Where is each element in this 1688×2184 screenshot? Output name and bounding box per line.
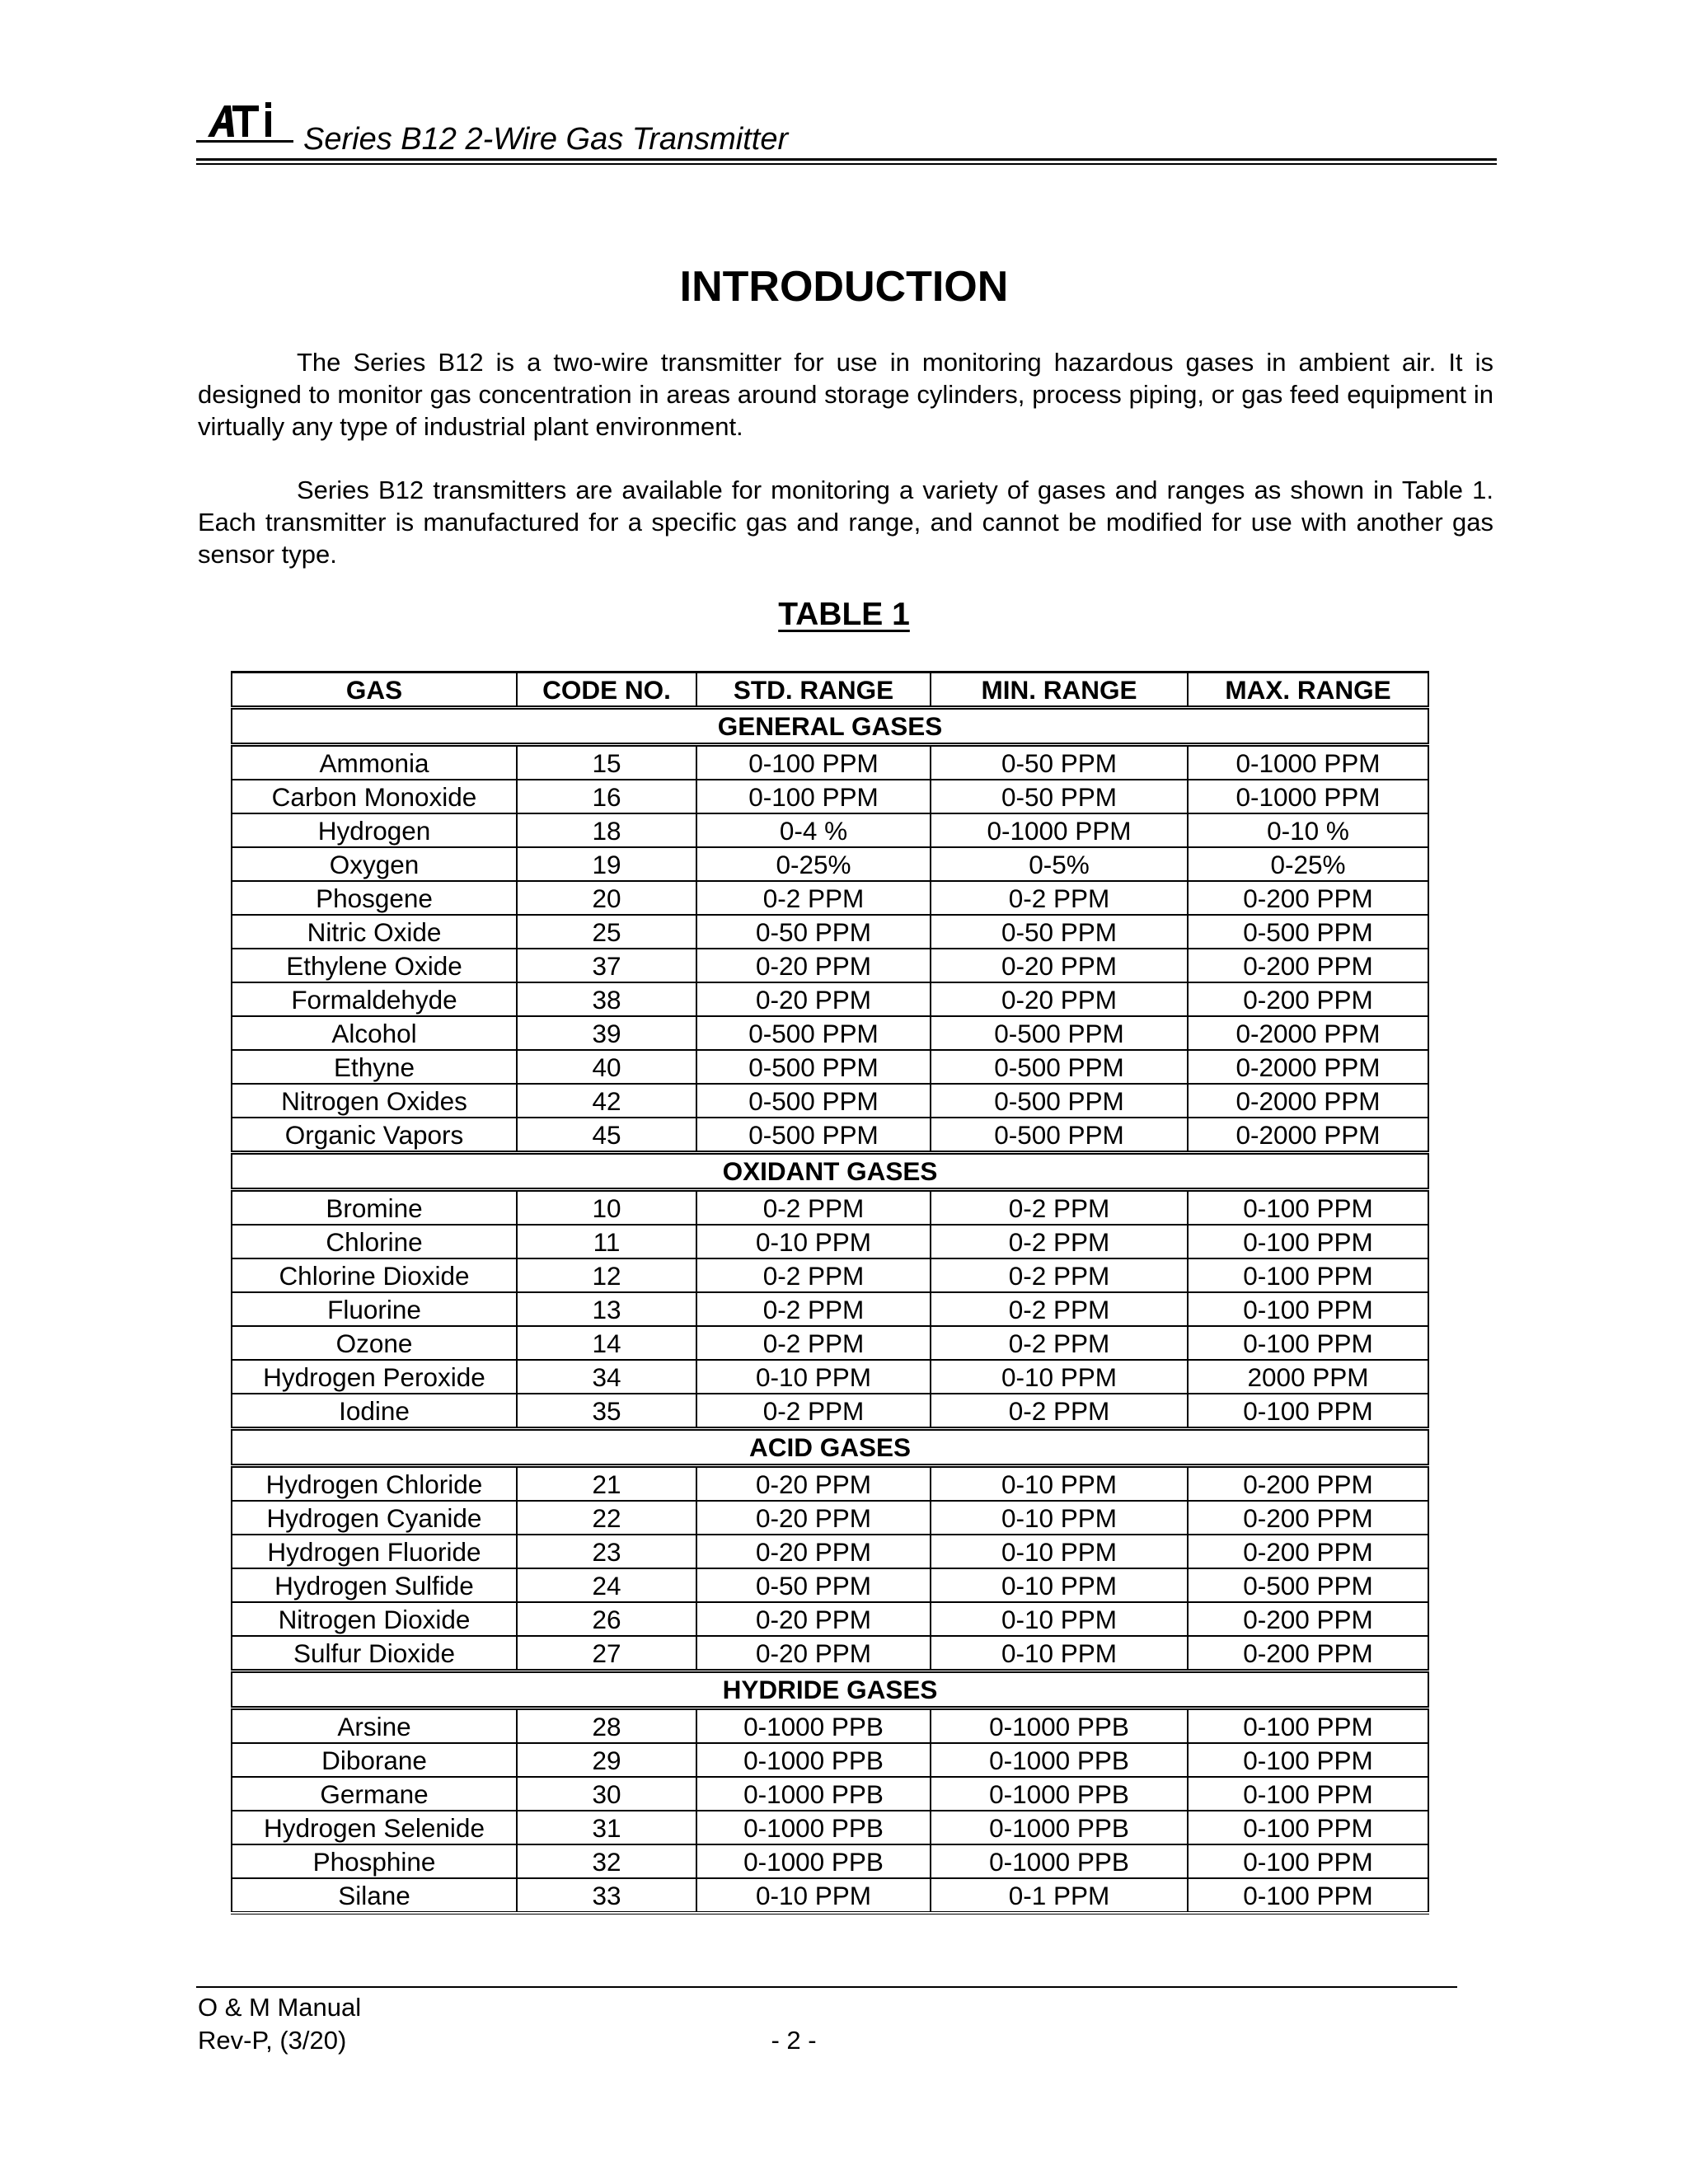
table-row (232, 1777, 1428, 1811)
table-row (232, 1050, 1428, 1084)
table-row (232, 1084, 1428, 1118)
cell-max-range: 0-100 PPM (1188, 1777, 1428, 1811)
cell-max-range: 0-500 PPM (1188, 1568, 1428, 1602)
cell-code: 23 (517, 1535, 696, 1568)
table-row (232, 915, 1428, 949)
cell-max-range: 0-200 PPM (1188, 881, 1428, 915)
cell-code: 34 (517, 1360, 696, 1394)
header-rule (196, 158, 1497, 161)
cell-std-range: 0-20 PPM (696, 949, 931, 982)
cell-code: 37 (517, 949, 696, 982)
cell-max-range: 0-25% (1188, 847, 1428, 881)
cell-gas: Ozone (232, 1326, 517, 1360)
cell-min-range: 0-500 PPM (931, 1084, 1188, 1118)
cell-min-range: 0-2 PPM (931, 1326, 1188, 1360)
cell-max-range: 0-1000 PPM (1188, 745, 1428, 780)
cell-min-range: 0-1000 PPB (931, 1743, 1188, 1777)
cell-gas: Hydrogen Peroxide (232, 1360, 517, 1394)
cell-gas: Alcohol (232, 1016, 517, 1050)
cell-min-range: 0-1000 PPB (931, 1708, 1188, 1744)
cell-max-range: 0-200 PPM (1188, 1466, 1428, 1502)
cell-min-range: 0-50 PPM (931, 915, 1188, 949)
cell-code: 15 (517, 745, 696, 780)
cell-gas: Carbon Monoxide (232, 780, 517, 813)
cell-gas: Organic Vapors (232, 1118, 517, 1153)
cell-code: 27 (517, 1636, 696, 1671)
cell-min-range: 0-20 PPM (931, 982, 1188, 1016)
table-row (232, 1118, 1428, 1153)
page-title: INTRODUCTION (679, 263, 1009, 311)
cell-code: 45 (517, 1118, 696, 1153)
header-title: Series B12 2-Wire Gas Transmitter (303, 122, 789, 157)
cell-gas: Hydrogen Cyanide (232, 1501, 517, 1535)
cell-std-range: 0-20 PPM (696, 1501, 931, 1535)
cell-code: 42 (517, 1084, 696, 1118)
table-row (232, 1602, 1428, 1636)
cell-std-range: 0-50 PPM (696, 1568, 931, 1602)
cell-min-range: 0-10 PPM (931, 1535, 1188, 1568)
cell-std-range: 0-2 PPM (696, 1394, 931, 1429)
cell-std-range: 0-100 PPM (696, 780, 931, 813)
cell-min-range: 0-2 PPM (931, 1258, 1188, 1292)
cell-min-range: 0-2 PPM (931, 1394, 1188, 1429)
cell-gas: Phosphine (232, 1844, 517, 1878)
table-row (232, 780, 1428, 813)
cell-code: 33 (517, 1878, 696, 1913)
cell-code: 14 (517, 1326, 696, 1360)
cell-max-range: 0-100 PPM (1188, 1326, 1428, 1360)
footer-rule (196, 1986, 1457, 1988)
cell-gas: Bromine (232, 1190, 517, 1226)
cell-min-range: 0-10 PPM (931, 1501, 1188, 1535)
cell-gas: Silane (232, 1878, 517, 1913)
table-row (232, 1258, 1428, 1292)
column-header-gas: GAS (232, 673, 517, 708)
cell-min-range: 0-10 PPM (931, 1466, 1188, 1502)
cell-min-range: 0-2 PPM (931, 1292, 1188, 1326)
table-row (232, 1708, 1428, 1744)
cell-code: 12 (517, 1258, 696, 1292)
cell-min-range: 0-1000 PPB (931, 1844, 1188, 1878)
cell-gas: Hydrogen Selenide (232, 1811, 517, 1844)
table-row (232, 1360, 1428, 1394)
cell-code: 29 (517, 1743, 696, 1777)
cell-min-range: 0-5% (931, 847, 1188, 881)
cell-gas: Ethyne (232, 1050, 517, 1084)
cell-code: 38 (517, 982, 696, 1016)
table-row (232, 1394, 1428, 1429)
table-row (232, 745, 1428, 780)
table-row (232, 881, 1428, 915)
table-row (232, 1225, 1428, 1258)
section-title: ACID GASES (232, 1429, 1428, 1466)
column-header-max-range: MAX. RANGE (1188, 673, 1428, 708)
footer-revision: Rev-P, (3/20) (198, 2026, 347, 2055)
cell-max-range: 0-100 PPM (1188, 1190, 1428, 1226)
column-header-std-range: STD. RANGE (696, 673, 931, 708)
cell-min-range: 0-10 PPM (931, 1636, 1188, 1671)
cell-std-range: 0-100 PPM (696, 745, 931, 780)
cell-max-range: 0-200 PPM (1188, 1501, 1428, 1535)
cell-min-range: 0-10 PPM (931, 1602, 1188, 1636)
cell-std-range: 0-20 PPM (696, 1602, 931, 1636)
cell-max-range: 0-1000 PPM (1188, 780, 1428, 813)
section-title: OXIDANT GASES (232, 1153, 1428, 1190)
cell-gas: Chlorine Dioxide (232, 1258, 517, 1292)
cell-max-range: 0-2000 PPM (1188, 1118, 1428, 1153)
cell-code: 25 (517, 915, 696, 949)
cell-code: 18 (517, 813, 696, 847)
cell-std-range: 0-20 PPM (696, 982, 931, 1016)
cell-std-range: 0-10 PPM (696, 1360, 931, 1394)
table-row (232, 1466, 1428, 1502)
cell-code: 22 (517, 1501, 696, 1535)
cell-gas: Arsine (232, 1708, 517, 1744)
page-number: - 2 - (771, 2026, 817, 2055)
cell-std-range: 0-2 PPM (696, 1326, 931, 1360)
cell-gas: Ethylene Oxide (232, 949, 517, 982)
cell-max-range: 0-500 PPM (1188, 915, 1428, 949)
cell-code: 24 (517, 1568, 696, 1602)
cell-code: 28 (517, 1708, 696, 1744)
cell-gas: Ammonia (232, 745, 517, 780)
table-row (232, 1326, 1428, 1360)
table-title: TABLE 1 (778, 597, 910, 632)
cell-std-range: 0-20 PPM (696, 1636, 931, 1671)
cell-gas: Germane (232, 1777, 517, 1811)
cell-gas: Nitric Oxide (232, 915, 517, 949)
cell-max-range: 0-2000 PPM (1188, 1084, 1428, 1118)
cell-code: 26 (517, 1602, 696, 1636)
cell-code: 40 (517, 1050, 696, 1084)
cell-gas: Nitrogen Oxides (232, 1084, 517, 1118)
table-row (232, 1878, 1428, 1913)
cell-min-range: 0-20 PPM (931, 949, 1188, 982)
cell-code: 13 (517, 1292, 696, 1326)
cell-max-range: 0-100 PPM (1188, 1225, 1428, 1258)
cell-std-range: 0-2 PPM (696, 1258, 931, 1292)
cell-max-range: 0-100 PPM (1188, 1878, 1428, 1913)
table-row (232, 1501, 1428, 1535)
cell-code: 30 (517, 1777, 696, 1811)
cell-std-range: 0-50 PPM (696, 915, 931, 949)
cell-max-range: 0-100 PPM (1188, 1811, 1428, 1844)
ati-logo (196, 99, 293, 150)
cell-code: 31 (517, 1811, 696, 1844)
cell-max-range: 0-100 PPM (1188, 1292, 1428, 1326)
section-header-row (232, 708, 1428, 745)
table-row (232, 1844, 1428, 1878)
cell-gas: Sulfur Dioxide (232, 1636, 517, 1671)
cell-std-range: 0-20 PPM (696, 1535, 931, 1568)
table-row (232, 1568, 1428, 1602)
cell-gas: Hydrogen Fluoride (232, 1535, 517, 1568)
section-title: HYDRIDE GASES (232, 1671, 1428, 1708)
cell-min-range: 0-10 PPM (931, 1568, 1188, 1602)
cell-gas: Hydrogen (232, 813, 517, 847)
cell-std-range: 0-4 % (696, 813, 931, 847)
cell-min-range: 0-10 PPM (931, 1360, 1188, 1394)
cell-max-range: 0-200 PPM (1188, 1636, 1428, 1671)
cell-code: 11 (517, 1225, 696, 1258)
cell-std-range: 0-500 PPM (696, 1050, 931, 1084)
table-row (232, 813, 1428, 847)
cell-code: 21 (517, 1466, 696, 1502)
cell-min-range: 0-50 PPM (931, 745, 1188, 780)
cell-max-range: 0-100 PPM (1188, 1844, 1428, 1878)
cell-code: 32 (517, 1844, 696, 1878)
table-row (232, 1016, 1428, 1050)
cell-code: 10 (517, 1190, 696, 1226)
cell-std-range: 0-1000 PPB (696, 1811, 931, 1844)
section-header-row (232, 1429, 1428, 1466)
table-row (232, 1292, 1428, 1326)
table-row (232, 1743, 1428, 1777)
section-header-row (232, 1671, 1428, 1708)
cell-max-range: 0-200 PPM (1188, 982, 1428, 1016)
intro-paragraph-1: The Series B12 is a two-wire transmitter for use in monitoring hazardous gases in ambient air. It is designed to monitor gas concentration in areas around storage cylinders, process piping, or gas feed equipment in virtually any type of industrial plant environment. (198, 348, 1493, 441)
table-row (232, 1535, 1428, 1568)
cell-max-range: 0-2000 PPM (1188, 1016, 1428, 1050)
cell-gas: Nitrogen Dioxide (232, 1602, 517, 1636)
page-header (196, 97, 1497, 163)
column-header-min-range: MIN. RANGE (931, 673, 1188, 708)
table-body (232, 708, 1428, 1914)
cell-max-range: 0-200 PPM (1188, 1602, 1428, 1636)
cell-code: 35 (517, 1394, 696, 1429)
cell-gas: Fluorine (232, 1292, 517, 1326)
cell-max-range: 0-100 PPM (1188, 1743, 1428, 1777)
cell-std-range: 0-500 PPM (696, 1016, 931, 1050)
cell-gas: Formaldehyde (232, 982, 517, 1016)
header-rule-secondary (196, 163, 1497, 165)
cell-std-range: 0-2 PPM (696, 881, 931, 915)
cell-std-range: 0-500 PPM (696, 1084, 931, 1118)
cell-max-range: 2000 PPM (1188, 1360, 1428, 1394)
cell-min-range: 0-1000 PPM (931, 813, 1188, 847)
gas-ranges-table (231, 671, 1429, 1915)
cell-code: 39 (517, 1016, 696, 1050)
cell-max-range: 0-100 PPM (1188, 1394, 1428, 1429)
cell-std-range: 0-1000 PPB (696, 1777, 931, 1811)
table-row (232, 1636, 1428, 1671)
cell-std-range: 0-500 PPM (696, 1118, 931, 1153)
cell-min-range: 0-50 PPM (931, 780, 1188, 813)
cell-max-range: 0-100 PPM (1188, 1258, 1428, 1292)
footer-manual: O & M Manual (198, 1993, 362, 2022)
section-header-row (232, 1153, 1428, 1190)
cell-min-range: 0-2 PPM (931, 881, 1188, 915)
cell-std-range: 0-1000 PPB (696, 1708, 931, 1744)
cell-code: 16 (517, 780, 696, 813)
cell-gas: Phosgene (232, 881, 517, 915)
cell-min-range: 0-1000 PPB (931, 1811, 1188, 1844)
cell-min-range: 0-1 PPM (931, 1878, 1188, 1913)
table-row (232, 982, 1428, 1016)
table-row (232, 949, 1428, 982)
cell-std-range: 0-10 PPM (696, 1225, 931, 1258)
cell-gas: Iodine (232, 1394, 517, 1429)
table-row (232, 1190, 1428, 1226)
cell-gas: Hydrogen Sulfide (232, 1568, 517, 1602)
cell-code: 19 (517, 847, 696, 881)
cell-min-range: 0-2 PPM (931, 1225, 1188, 1258)
cell-std-range: 0-2 PPM (696, 1190, 931, 1226)
cell-min-range: 0-500 PPM (931, 1118, 1188, 1153)
cell-gas: Oxygen (232, 847, 517, 881)
cell-std-range: 0-10 PPM (696, 1878, 931, 1913)
cell-std-range: 0-1000 PPB (696, 1844, 931, 1878)
intro-paragraph-2: Series B12 transmitters are available for monitoring a variety of gases and ranges as shown in Table 1. Each transmitter is manufactured for a specific gas and range, and cannot be modified for use with another gas sensor type. (198, 476, 1493, 569)
cell-min-range: 0-500 PPM (931, 1016, 1188, 1050)
cell-std-range: 0-25% (696, 847, 931, 881)
cell-min-range: 0-2 PPM (931, 1190, 1188, 1226)
cell-code: 20 (517, 881, 696, 915)
cell-gas: Chlorine (232, 1225, 517, 1258)
cell-gas: Hydrogen Chloride (232, 1466, 517, 1502)
table-row (232, 1811, 1428, 1844)
cell-max-range: 0-200 PPM (1188, 1535, 1428, 1568)
column-header-code: CODE NO. (517, 673, 696, 708)
table-header-row (232, 673, 1428, 708)
cell-std-range: 0-20 PPM (696, 1466, 931, 1502)
cell-max-range: 0-2000 PPM (1188, 1050, 1428, 1084)
cell-max-range: 0-100 PPM (1188, 1708, 1428, 1744)
cell-max-range: 0-10 % (1188, 813, 1428, 847)
cell-min-range: 0-1000 PPB (931, 1777, 1188, 1811)
cell-gas: Diborane (232, 1743, 517, 1777)
cell-std-range: 0-1000 PPB (696, 1743, 931, 1777)
cell-std-range: 0-2 PPM (696, 1292, 931, 1326)
section-title: GENERAL GASES (232, 708, 1428, 745)
cell-min-range: 0-500 PPM (931, 1050, 1188, 1084)
cell-max-range: 0-200 PPM (1188, 949, 1428, 982)
table-row (232, 847, 1428, 881)
